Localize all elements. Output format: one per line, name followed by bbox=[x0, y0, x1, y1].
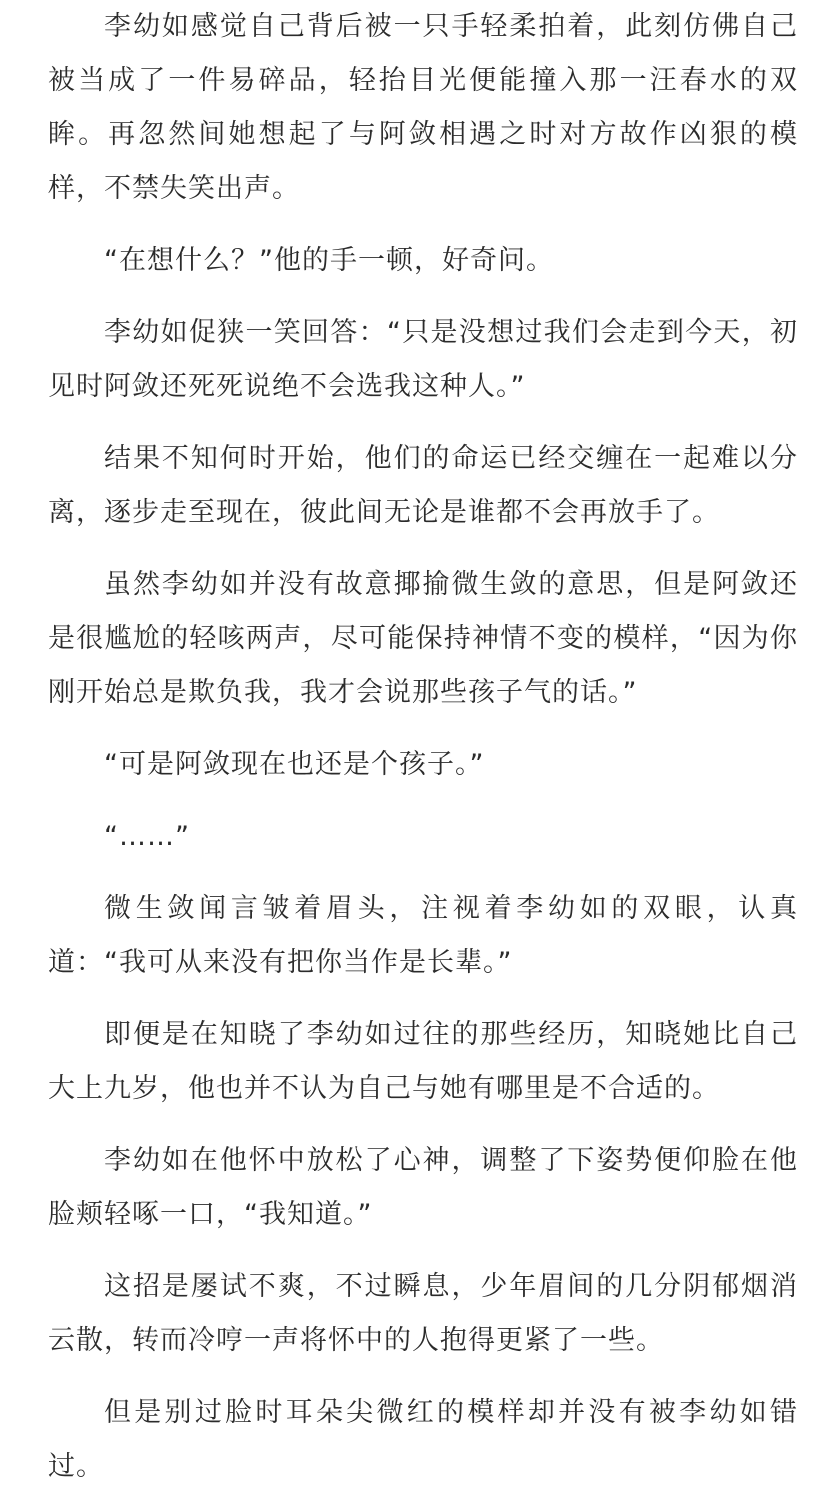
paragraph-9: 即便是在知晓了李幼如过往的那些经历，知晓她比自己大上九岁，他也并不认为自己与她有哪里是不合适的。 bbox=[48, 1019, 798, 1104]
paragraph-12: 但是别过脸时耳朵尖微红的模样却并没有被李幼如错过。 bbox=[48, 1397, 798, 1482]
paragraph-11: 这招是屡试不爽，不过瞬息，少年眉间的几分阴郁烟消云散，转而冷哼一声将怀中的人抱得更紧了一些。 bbox=[48, 1271, 798, 1356]
paragraph-4: 结果不知何时开始，他们的命运已经交缠在一起难以分离，逐步走至现在，彼此间无论是谁都不会再放手了。 bbox=[48, 443, 798, 528]
paragraph-6: “可是阿敛现在也还是个孩子。” bbox=[104, 749, 485, 780]
paragraph-3: 李幼如促狭一笑回答：“只是没想过我们会走到今天，初见时阿敛还死死说绝不会选我这种人。” bbox=[48, 317, 798, 402]
paragraph-5: 虽然李幼如并没有故意揶揄微生敛的意思，但是阿敛还是很尴尬的轻咳两声，尽可能保持神情不变的模样，“因为你刚开始总是欺负我，我才会说那些孩子气的话。” bbox=[48, 569, 798, 708]
paragraph-10: 李幼如在他怀中放松了心神，调整了下姿势便仰脸在他脸颊轻啄一口，“我知道。” bbox=[48, 1145, 798, 1230]
paragraph-2: “在想什么？”他的手一顿，好奇问。 bbox=[104, 245, 554, 276]
paragraph-8: 微生敛闻言皱着眉头，注视着李幼如的双眼，认真道：“我可从来没有把你当作是长辈。” bbox=[48, 893, 798, 978]
paragraph-1: 李幼如感觉自己背后被一只手轻柔拍着，此刻仿佛自己被当成了一件易碎品，轻抬目光便能撞入那一汪春水的双眸。再忽然间她想起了与阿敛相遇之时对方故作凶狠的模样，不禁失笑出声。 bbox=[48, 11, 798, 204]
paragraph-7: “……” bbox=[104, 821, 190, 852]
